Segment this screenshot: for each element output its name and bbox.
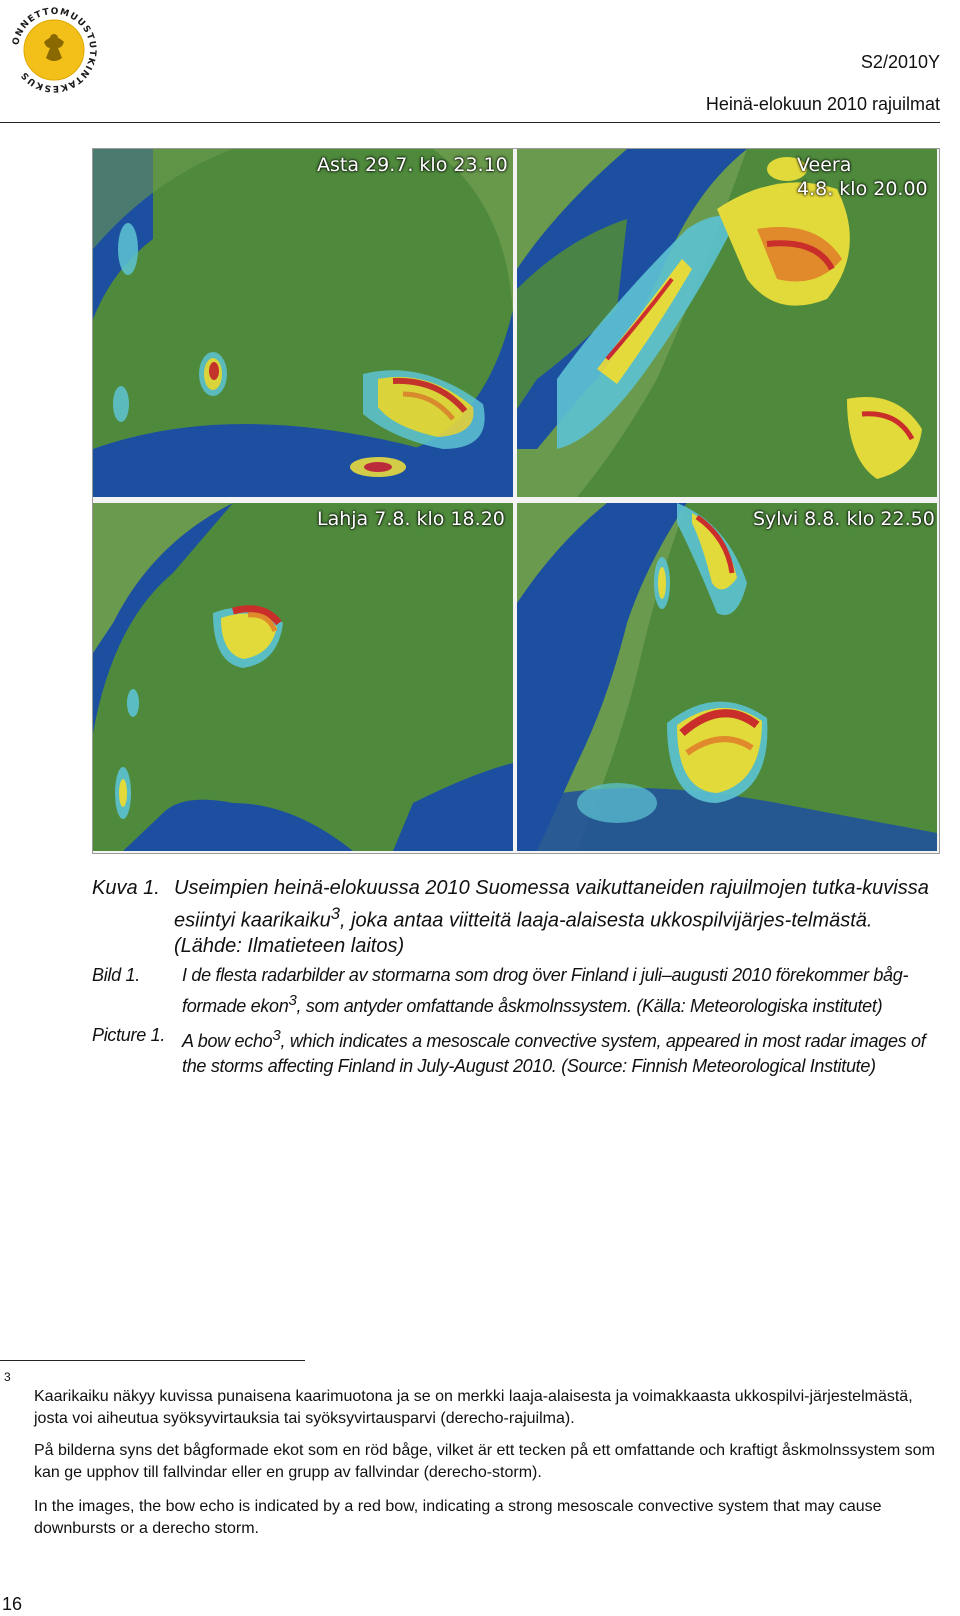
caption-english: [92, 1023, 940, 1079]
caption-text-sv-a: I de flesta radarbilder av stormarna som drog över Finland i juli–augusti 2010 förekommer båg-formade ekon: [182, 964, 909, 1016]
radar-panel-asta: [93, 149, 513, 497]
svg-text:ONNETTOMUUSTUTKINTAKESKUS: ONNETTOMUUSTUTKINTAKESKUS: [11, 6, 98, 94]
caption-swedish: [92, 963, 940, 1019]
panel-label-line2: 4.8. klo 20.00: [797, 178, 928, 200]
caption-finnish: [92, 876, 940, 959]
footnote-ref: 3: [330, 904, 340, 923]
radar-panel-lahja: [93, 503, 513, 851]
panel-label: Asta 29.7. klo 23.10: [317, 154, 508, 176]
radar-panel-veera: [517, 149, 937, 497]
caption-label-sv: Bild 1.: [92, 964, 140, 985]
radar-figure: [92, 148, 940, 854]
caption-text-en: [182, 1023, 940, 1079]
panel-label-line1: Veera: [797, 154, 852, 176]
radar-panel-sylvi: [517, 503, 937, 851]
caption-text-sv: [182, 963, 940, 1019]
header-divider: [0, 122, 940, 123]
caption-label-en: Picture 1.: [92, 1024, 166, 1045]
panel-label: Sylvi 8.8. klo 22.50: [753, 508, 935, 530]
caption-text-en-b: , which indicates a mesoscale convective system, appeared in most radar images of the storms affecting Finland in July-August 2010. (Source: Finnish Meteorological Institute): [182, 1030, 926, 1076]
page-number: 16: [2, 1594, 23, 1614]
report-code: S2/2010Y: [860, 52, 940, 72]
footnote-swedish: På bilderna syns det bågformade ekot som en röd båge, vilket är ett tecken på ett omfattande och kraftigt åskmolnssystem som kan ge upphov till fallvindar eller en grupp av fallvindar (derecho-storm).: [34, 1442, 935, 1481]
footnote-english: In the images, the bow echo is indicated by a red bow, indicating a strong mesoscale convective system that may cause downbursts or a derecho storm.: [34, 1498, 882, 1537]
figure-caption: [92, 876, 940, 1079]
caption-label-fi: Kuva 1.: [92, 877, 160, 899]
footnote-ref: 3: [288, 991, 297, 1009]
panel-label: [797, 153, 928, 201]
caption-text-fi: [174, 876, 940, 959]
caption-text-en-a: A bow echo: [182, 1030, 273, 1051]
footnote-marker: 3: [4, 1370, 11, 1384]
report-title: Heinä-elokuun 2010 rajuilmat: [705, 94, 940, 114]
footnote-divider: [0, 1360, 305, 1361]
footnote-finnish: Kaarikaiku näkyy kuvissa punaisena kaarimuotona ja se on merkki laaja-alaisesta ja voimakkaasta ukkospilvi-järjestelmästä, josta voi aiheutua syöksyvirtauksia tai syöksyvirtausparvi (derecho-rajuilma).: [34, 1388, 913, 1427]
panel-label: Lahja 7.8. klo 18.20: [317, 508, 505, 530]
agency-logo: [6, 2, 102, 98]
caption-text-sv-b: , som antyder omfattande åskmolnssystem. (Källa: Meteorologiska institutet): [296, 995, 883, 1016]
caption-text-fi-b: , joka antaa viitteitä laaja-alaisesta ukkospilvijärjes-telmästä. (Lähde: Ilmatieteen laitos): [174, 909, 873, 957]
caption-text-fi-a: Useimpien heinä-elokuussa 2010 Suomessa vaikuttaneiden rajuilmojen tutka-kuvissa esiintyi kaarikaiku: [174, 877, 929, 932]
footnote-ref: 3: [272, 1026, 281, 1044]
